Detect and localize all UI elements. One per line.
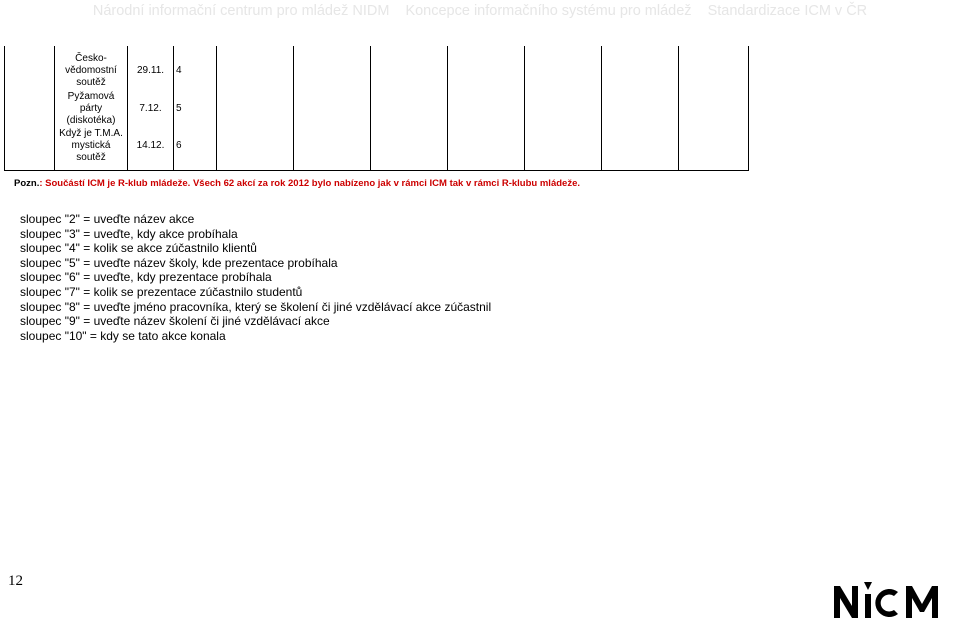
header-item: Národní informační centrum pro mládež NIDM bbox=[92, 3, 390, 19]
table-bottom-edge bbox=[5, 164, 749, 171]
table-note bbox=[14, 178, 580, 189]
event-date-cell: 14.12. bbox=[128, 127, 174, 164]
event-date-cell: 7.12. bbox=[128, 90, 174, 127]
table-row bbox=[5, 127, 749, 164]
header-item: Standardizace ICM v ČR bbox=[707, 3, 868, 19]
running-header bbox=[0, 0, 960, 22]
events-table bbox=[4, 46, 749, 171]
event-date-cell: 29.11. bbox=[128, 52, 174, 90]
note-prefix: Pozn. bbox=[14, 178, 40, 189]
event-count-cell: 4 bbox=[174, 52, 217, 90]
note-text: : Součástí ICM je R-klub mládeže. Všech 62 akcí za rok 2012 bylo nabízeno jak v rámci ICM tak v rámci R-klubu mládeže. bbox=[39, 178, 580, 189]
event-name-cell: Česko- vědomostní soutěž bbox=[55, 52, 128, 90]
header-item: Koncepce informačního systému pro mládež bbox=[405, 3, 692, 19]
legend-line: sloupec "5" = uveďte název školy, kde prezentace probíhala bbox=[20, 255, 338, 270]
event-count-cell: 6 bbox=[174, 127, 217, 164]
legend-line: sloupec "2" = uveďte název akce bbox=[20, 212, 195, 226]
table-row bbox=[5, 52, 749, 90]
legend-line: sloupec "4" = kolik se akce zúčastnilo klientů bbox=[20, 241, 257, 256]
column-legend bbox=[20, 212, 491, 343]
event-name-cell: Pyžamová párty (diskotéka) bbox=[55, 90, 128, 127]
legend-line: sloupec "9" = uveďte název školení či jiné vzdělávací akce bbox=[20, 314, 330, 329]
page-number: 12 bbox=[8, 573, 23, 589]
event-count-cell: 5 bbox=[174, 90, 217, 127]
legend-line: sloupec "8" = uveďte jméno pracovníka, který se školení či jiné vzdělávací akce zúčastnil bbox=[20, 299, 492, 314]
nicm-logo-icon bbox=[832, 578, 950, 622]
legend-line: sloupec "10" = kdy se tato akce konala bbox=[20, 328, 226, 343]
event-name-cell: Když je T.M.A. mystická soutěž bbox=[55, 127, 128, 164]
table-row bbox=[5, 90, 749, 127]
legend-line: sloupec "3" = uveďte, kdy akce probíhala bbox=[20, 226, 238, 241]
legend-line: sloupec "6" = uveďte, kdy prezentace probíhala bbox=[20, 270, 272, 285]
legend-line: sloupec "7" = kolik se prezentace zúčastnilo studentů bbox=[20, 284, 303, 299]
